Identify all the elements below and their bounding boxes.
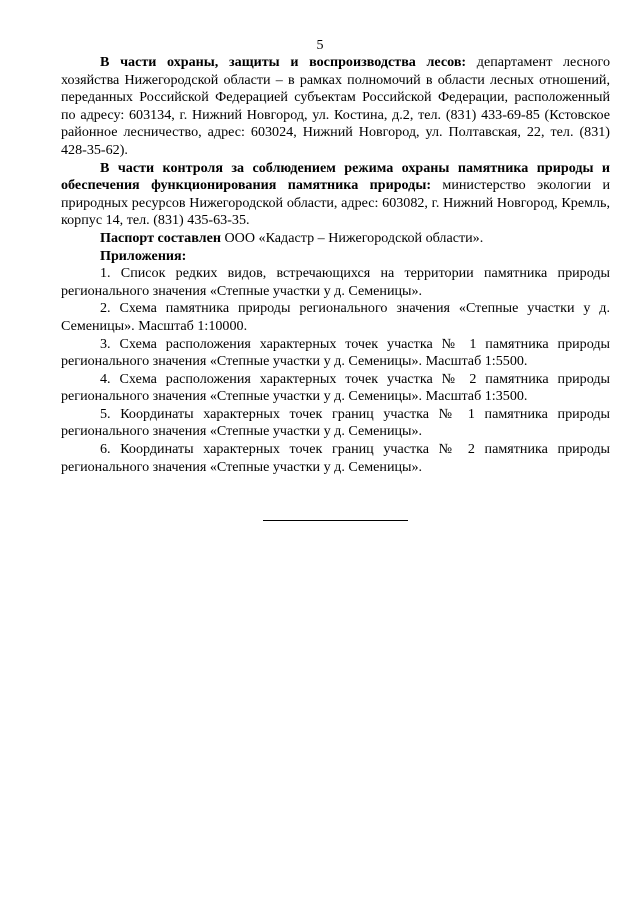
appendix-item-1: 1. Список редких видов, встречающихся на территории памятника природы регионального значения «Степные участки у д. Семеницы». xyxy=(61,265,610,299)
paragraph-passport-text: ООО «Кадастр – Нижегородской области». xyxy=(220,229,484,246)
paragraph-forests-text: департамент лесного хозяйства Нижегородской области – в рамках полномочий в области лесных отношений, переданных Российской Федерацией субъектам Российской Федерации, расположенный по адресу: 603134, г. Нижний Новгород, ул. Костина, д.2, тел. (831) 433-69-85 (Кстовское районное лесничество, адрес: 603024, Нижний Новгород, ул. Полтавская, 22, тел. (831) 428-35-62). xyxy=(61,54,610,158)
appendix-item-2: 2. Схема памятника природы регионального значения «Степные участки у д. Семеницы». Масштаб 1:10000. xyxy=(61,300,610,334)
appendices-heading xyxy=(61,248,610,266)
paragraph-forests xyxy=(61,54,610,160)
end-separator-line xyxy=(263,520,408,521)
appendix-item-4: 4. Схема расположения характерных точек участка № 2 памятника природы регионального значения «Степные участки у д. Семеницы». Масштаб 1:3500. xyxy=(61,370,610,405)
appendix-item-5: 5. Координаты характерных точек границ участка № 1 памятника природы регионального значения «Степные участки у д. Семеницы». xyxy=(61,405,610,440)
appendix-item-6: 6. Координаты характерных точек границ участка № 2 памятника природы регионального значения «Степные участки у д. Семеницы». xyxy=(61,441,610,475)
paragraph-control-text: министерство экологии и природных ресурсов Нижегородской области, адрес: 603082, г. Нижний Новгород, Кремль, корпус 14, тел. (831) 435-63-35. xyxy=(61,177,610,229)
paragraph-forests-heading: В части охраны, защиты и воспроизводства лесов: xyxy=(100,54,467,70)
appendices-heading-text: Приложения: xyxy=(100,247,187,264)
paragraph-passport xyxy=(61,230,610,248)
appendix-item-3: 3. Схема расположения характерных точек участка № 1 памятника природы регионального значения «Степные участки у д. Семеницы». Масштаб 1:5500. xyxy=(61,335,610,370)
paragraph-control-heading: В части контроля за соблюдением режима охраны памятника природы и обеспечения функционирования памятника природы: xyxy=(61,159,610,194)
paragraph-control xyxy=(61,160,610,230)
document-body xyxy=(61,54,610,476)
paragraph-passport-heading: Паспорт составлен xyxy=(100,229,221,246)
page-number: 5 xyxy=(316,38,324,53)
